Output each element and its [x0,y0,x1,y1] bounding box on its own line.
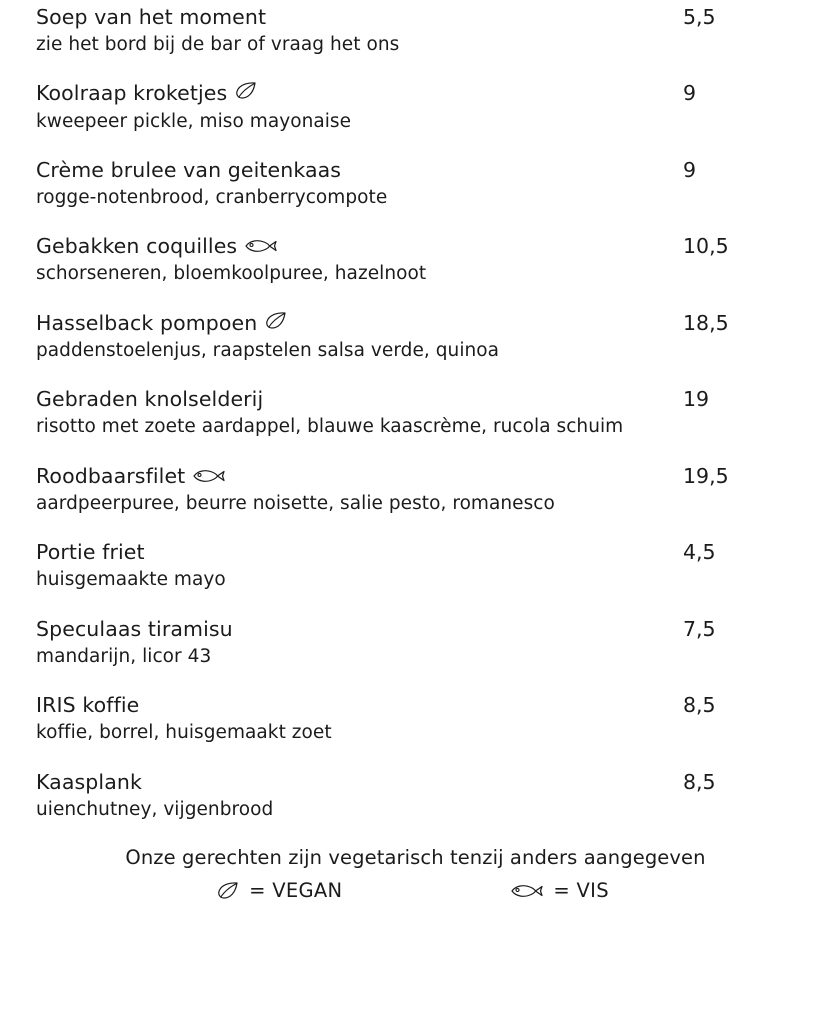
vegan-leaf-icon [216,881,240,901]
menu-item-header [36,157,779,184]
menu-item-name: Portie friet [36,540,145,565]
menu-item-description: uienchutney, vijgenbrood [36,798,274,820]
menu-footer [36,845,779,902]
menu-item-price: 18,5 [683,310,729,335]
legend-vegan-label: = VEGAN [249,879,343,903]
dietary-note: Onze gerechten zijn vegetarisch tenzij anders aangegeven [125,845,706,869]
menu-item-header [36,463,779,490]
menu-item-price: 5,5 [683,5,716,29]
fish-icon [192,468,226,484]
menu-item-name: Crème brulee van geitenkaas [36,157,342,182]
menu-item-price: 4,5 [683,540,716,565]
menu-item-description: huisgemaakte mayo [36,569,226,591]
menu-item [36,692,779,745]
menu-item [36,616,779,669]
menu-item-header [36,386,779,413]
menu-item [36,233,779,286]
legend-vegan [216,879,342,902]
menu-item-description: rogge-notenbrood, cranberrycompote [36,186,388,208]
menu-item [36,4,779,57]
menu-item-header [36,233,779,260]
menu-item [36,310,779,363]
menu-item-name: Gebakken coquilles [36,234,238,259]
menu-item-name: Kaasplank [36,769,142,794]
menu-item [36,386,779,439]
menu-item-description: mandarijn, licor 43 [36,645,212,667]
menu-item-name: Hasselback pompoen [36,310,258,335]
menu-item-description: aardpeerpuree, beurre noisette, salie pesto, romanesco [36,492,555,514]
menu-item-description: zie het bord bij de bar of vraag het ons [36,34,400,56]
menu-item-name: IRIS koffie [36,693,140,718]
menu-item-description: paddenstoelenjus, raapstelen salsa verde, quinoa [36,339,500,361]
menu-item [36,769,779,822]
menu-item-price: 7,5 [683,616,716,641]
legend-fish [510,879,609,902]
menu-item-name: Soep van het moment [36,5,267,29]
menu-item-header [36,539,779,566]
menu-item-price: 9 [683,157,697,182]
menu-item-description: kweepeer pickle, miso mayonaise [36,110,352,132]
menu-item-description: risotto met zoete aardappel, blauwe kaascrème, rucola schuim [36,416,624,438]
menu-item-name: Speculaas tiramisu [36,616,233,641]
menu-item-name: Roodbaarsfilet [36,463,186,488]
menu-item-price: 8,5 [683,769,716,794]
menu-item-header [36,310,779,337]
menu-item [36,539,779,592]
fish-icon [510,883,544,899]
menu-item [36,463,779,516]
menu-item-price: 19 [683,387,710,412]
menu-item-description: koffie, borrel, huisgemaakt zoet [36,722,332,744]
menu-item-header [36,692,779,719]
menu-item-header [36,4,779,31]
menu-item-price: 9 [683,81,697,106]
menu-item-header [36,80,779,107]
menu-item-header [36,616,779,643]
menu-item-header [36,769,779,796]
menu-item-price: 10,5 [683,234,729,259]
menu-item-name: Koolraap kroketjes [36,81,228,106]
legend-fish-label: = VIS [553,879,609,903]
menu-item [36,157,779,210]
vegan-leaf-icon [264,311,288,331]
menu-item-name: Gebraden knolselderij [36,387,264,412]
legend [36,879,779,902]
menu-item-description: schorseneren, bloemkoolpuree, hazelnoot [36,263,427,285]
menu-item-price: 8,5 [683,693,716,718]
menu-item [36,80,779,133]
vegan-leaf-icon [234,81,258,101]
menu-item-price: 19,5 [683,463,729,488]
fish-icon [244,238,278,254]
